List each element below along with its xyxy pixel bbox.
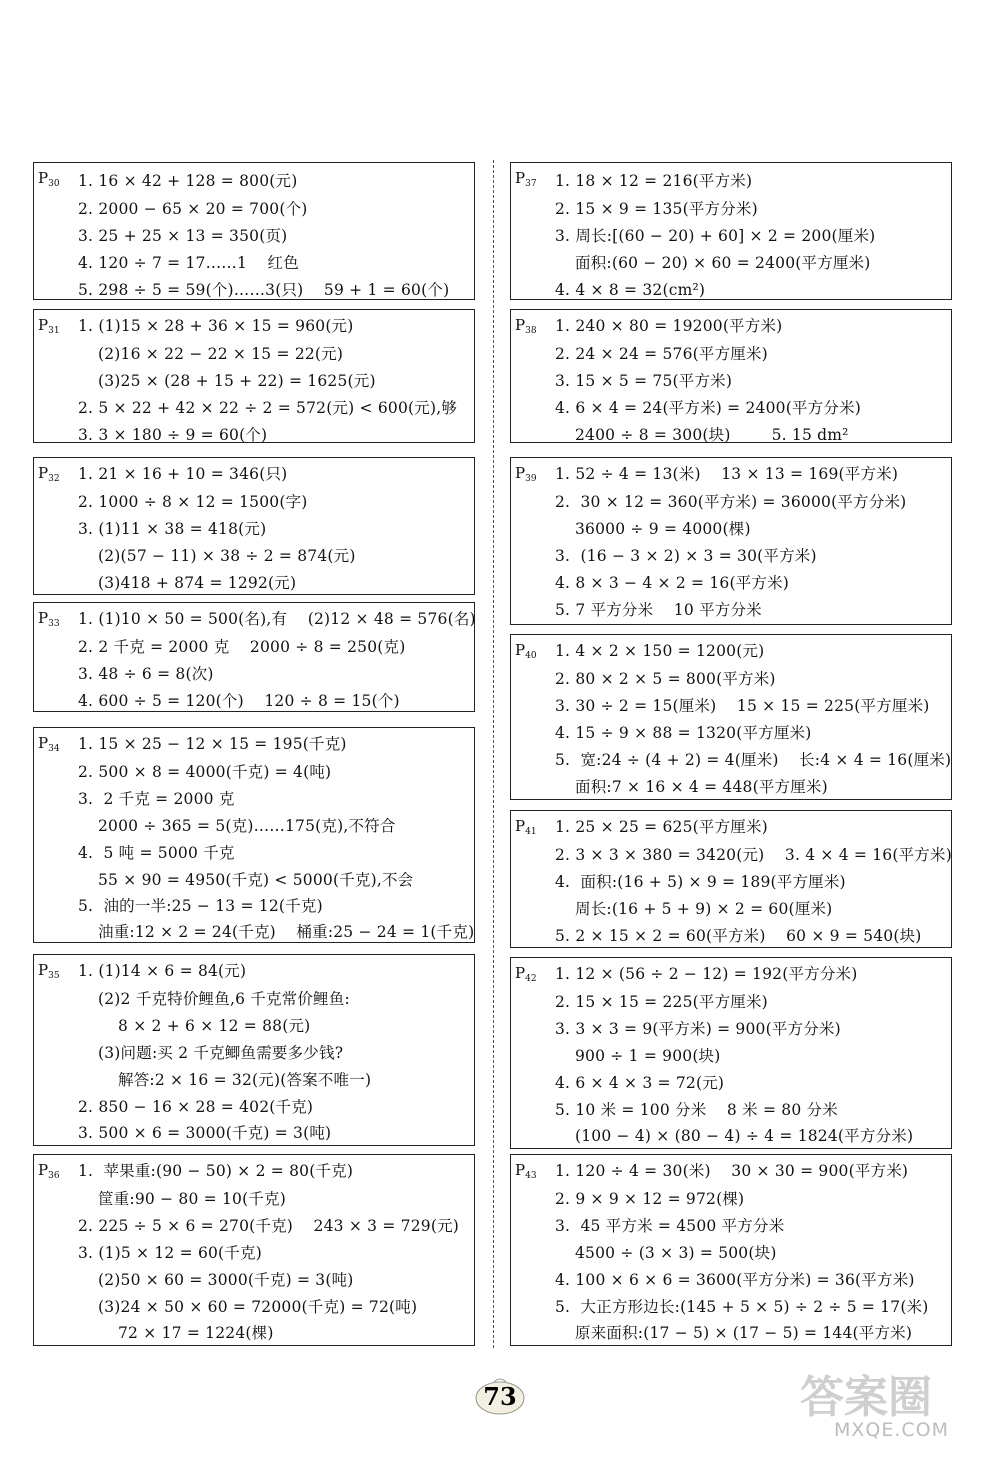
page-ref-label: [38, 316, 60, 336]
answer-line: 3. (1)11 × 38 = 418(元): [78, 520, 267, 538]
page-ref-number: 39: [525, 474, 537, 484]
page-ref-label: [515, 464, 537, 484]
answer-box-p36: [33, 1154, 475, 1346]
page-ref-label: [515, 817, 537, 837]
answer-line: 2. 24 × 24 = 576(平方厘米): [555, 345, 768, 363]
page-ref-letter: P: [38, 316, 49, 334]
watermark-site: MXQE.COM: [834, 1419, 950, 1441]
page-ref-label: [515, 316, 537, 336]
answer-line: 4. 600 ÷ 5 = 120(个) 120 ÷ 8 = 15(个): [78, 692, 400, 710]
answer-line: 2. 2000 − 65 × 20 = 700(个): [78, 200, 308, 218]
answer-line: 1. 16 × 42 + 128 = 800(元): [78, 172, 298, 190]
page-ref-label: [515, 964, 537, 984]
page-ref-letter: P: [38, 961, 49, 979]
page-ref-number: 38: [525, 326, 537, 336]
answer-line: 2. 9 × 9 × 12 = 972(棵): [555, 1190, 745, 1208]
answer-line: 油重:12 × 2 = 24(千克) 桶重:25 − 24 = 1(千克): [98, 923, 475, 941]
answer-line: 2. 15 × 9 = 135(平方分米): [555, 200, 758, 218]
answer-line: 5. 2 × 15 × 2 = 60(平方米) 60 × 9 = 540(块): [555, 927, 922, 945]
page-number-badge: [472, 1376, 528, 1416]
answer-line: (3)418 + 874 = 1292(元): [98, 574, 297, 592]
watermark: [790, 1361, 990, 1451]
answer-line: 3. 2 千克 = 2000 克: [78, 790, 235, 808]
answer-line: 3. (1)5 × 12 = 60(千克): [78, 1244, 262, 1262]
watermark-logo: 答案圈: [800, 1372, 932, 1423]
answer-line: 4. 8 × 3 − 4 × 2 = 16(平方米): [555, 574, 790, 592]
answer-line: 2400 ÷ 8 = 300(块) 5. 15 dm²: [575, 426, 849, 444]
answer-line: 4500 ÷ (3 × 3) = 500(块): [575, 1244, 777, 1262]
answer-line: 4. 15 ÷ 9 × 88 = 1320(平方厘米): [555, 724, 812, 742]
answer-line: 3. 500 × 6 = 3000(千克) = 3(吨): [78, 1124, 332, 1142]
answer-line: 900 ÷ 1 = 900(块): [575, 1047, 721, 1065]
page-ref-number: 36: [48, 1171, 60, 1181]
answer-line: 5. 7 平方分米 10 平方分米: [555, 601, 762, 619]
page-ref-label: [38, 464, 60, 484]
answer-line: (2)2 千克特价鲤鱼,6 千克常价鲤鱼:: [98, 990, 350, 1008]
answer-line: (3)问题:买 2 千克鲫鱼需要多少钱?: [98, 1044, 344, 1062]
page-ref-number: 34: [48, 744, 60, 754]
answer-line: 解答:2 × 16 = 32(元)(答案不唯一): [118, 1071, 372, 1089]
answer-line: 1. 52 ÷ 4 = 13(米) 13 × 13 = 169(平方米): [555, 465, 899, 483]
answer-line: (2)16 × 22 − 22 × 15 = 22(元): [98, 345, 344, 363]
page-ref-letter: P: [38, 734, 49, 752]
answer-line: 3. 45 平方米 = 4500 平方分米: [555, 1217, 785, 1235]
answer-line: 2. 15 × 15 = 225(平方厘米): [555, 993, 768, 1011]
page-ref-letter: P: [515, 641, 526, 659]
answer-box-p37: [510, 162, 952, 300]
answer-line: 1. 12 × (56 ÷ 2 − 12) = 192(平方分米): [555, 965, 858, 983]
answer-line: 1. 21 × 16 + 10 = 346(只): [78, 465, 288, 483]
answer-line: 72 × 17 = 1224(棵): [118, 1324, 274, 1342]
page-ref-label: [38, 609, 60, 629]
answer-line: 1. 240 × 80 = 19200(平方米): [555, 317, 783, 335]
answer-line: 5. 宽:24 ÷ (4 + 2) = 4(厘米) 长:4 × 4 = 16(厘米): [555, 751, 952, 769]
answer-box-p43: [510, 1154, 952, 1346]
page-ref-letter: P: [38, 169, 49, 187]
answer-line: 36000 ÷ 9 = 4000(棵): [575, 520, 751, 538]
answer-box-p34: [33, 727, 475, 943]
column-divider: [493, 160, 494, 1348]
page-ref-letter: P: [515, 817, 526, 835]
page-ref-number: 40: [525, 651, 537, 661]
answer-line: 3. 3 × 180 ÷ 9 = 60(个): [78, 426, 268, 444]
page-ref-label: [38, 169, 60, 189]
answer-line: 2. 850 − 16 × 28 = 402(千克): [78, 1098, 314, 1116]
answer-line: 3. 30 ÷ 2 = 15(厘米) 15 × 15 = 225(平方厘米): [555, 697, 930, 715]
answer-line: 3. 25 + 25 × 13 = 350(页): [78, 227, 288, 245]
answer-box-p39: [510, 457, 952, 625]
answer-line: 2. 30 × 12 = 360(平方米) = 36000(平方分米): [555, 493, 907, 511]
answer-line: 2. 500 × 8 = 4000(千克) = 4(吨): [78, 763, 332, 781]
page-ref-label: [38, 961, 60, 981]
answer-line: 1. 18 × 12 = 216(平方米): [555, 172, 753, 190]
answer-line: 1. (1)14 × 6 = 84(元): [78, 962, 247, 980]
answer-box-p38: [510, 309, 952, 443]
answer-line: (100 − 4) × (80 − 4) ÷ 4 = 1824(平方分米): [575, 1127, 914, 1145]
answer-line: 4. 4 × 8 = 32(cm²): [555, 281, 706, 299]
answer-line: 3. 15 × 5 = 75(平方米): [555, 372, 733, 390]
answer-line: 4. 6 × 4 × 3 = 72(元): [555, 1074, 725, 1092]
answer-line: 4. 120 ÷ 7 = 17……1 红色: [78, 254, 299, 272]
answer-box-p30: [33, 162, 475, 300]
answer-line: 4. 5 吨 = 5000 千克: [78, 844, 235, 862]
answer-line: 5. 大正方形边长:(145 + 5 × 5) ÷ 2 ÷ 5 = 17(米): [555, 1298, 929, 1316]
answer-line: 1. 25 × 25 = 625(平方厘米): [555, 818, 768, 836]
answer-line: 2. 3 × 3 × 380 = 3420(元) 3. 4 × 4 = 16(平方米): [555, 846, 952, 864]
page-ref-label: [38, 734, 60, 754]
page-ref-number: 41: [525, 827, 537, 837]
page-ref-letter: P: [38, 464, 49, 482]
answer-line: 2. 80 × 2 × 5 = 800(平方米): [555, 670, 776, 688]
answer-line: 2. 1000 ÷ 8 × 12 = 1500(字): [78, 493, 308, 511]
answer-line: 2. 5 × 22 + 42 × 22 ÷ 2 = 572(元) < 600(元),够: [78, 399, 458, 417]
answer-line: 4. 100 × 6 × 6 = 3600(平方分米) = 36(平方米): [555, 1271, 915, 1289]
page-number: 73: [483, 1382, 517, 1411]
answer-box-p35: [33, 954, 475, 1146]
page-ref-letter: P: [515, 964, 526, 982]
answer-line: 1. (1)10 × 50 = 500(名),有 (2)12 × 48 = 576(名): [78, 610, 476, 628]
answer-line: 筐重:90 − 80 = 10(千克): [98, 1190, 286, 1208]
page-ref-letter: P: [515, 316, 526, 334]
page-ref-letter: P: [515, 1161, 526, 1179]
answer-line: 4. 面积:(16 + 5) × 9 = 189(平方厘米): [555, 873, 846, 891]
page-ref-letter: P: [38, 1161, 49, 1179]
page-ref-number: 42: [525, 974, 537, 984]
answer-line: 2000 ÷ 365 = 5(克)……175(克),不符合: [98, 817, 396, 835]
answer-line: 3. (16 − 3 × 2) × 3 = 30(平方米): [555, 547, 817, 565]
answer-line: 1. 4 × 2 × 150 = 1200(元): [555, 642, 765, 660]
answer-box-p31: [33, 309, 475, 443]
page-ref-number: 32: [48, 474, 60, 484]
answer-line: 1. (1)15 × 28 + 36 × 15 = 960(元): [78, 317, 354, 335]
answer-line: (3)24 × 50 × 60 = 72000(千克) = 72(吨): [98, 1298, 418, 1316]
page-ref-label: [38, 1161, 60, 1181]
answer-line: 面积:7 × 16 × 4 = 448(平方厘米): [575, 778, 828, 796]
page-ref-letter: P: [38, 609, 49, 627]
answer-line: (3)25 × (28 + 15 + 22) = 1625(元): [98, 372, 376, 390]
answer-line: 1. 120 ÷ 4 = 30(米) 30 × 30 = 900(平方米): [555, 1162, 909, 1180]
answer-line: 4. 6 × 4 = 24(平方米) = 2400(平方分米): [555, 399, 862, 417]
answer-box-p40: [510, 634, 952, 800]
page-ref-label: [515, 641, 537, 661]
answer-line: 周长:(16 + 5 + 9) × 2 = 60(厘米): [575, 900, 833, 918]
answer-box-p32: [33, 457, 475, 595]
answer-line: 3. 48 ÷ 6 = 8(次): [78, 665, 214, 683]
answer-line: 5. 298 ÷ 5 = 59(个)……3(只) 59 + 1 = 60(个): [78, 281, 450, 299]
answer-line: 3. 3 × 3 = 9(平方米) = 900(平方分米): [555, 1020, 841, 1038]
answer-line: 8 × 2 + 6 × 12 = 88(元): [118, 1017, 311, 1035]
answer-line: 1. 15 × 25 − 12 × 15 = 195(千克): [78, 735, 347, 753]
answer-line: (2)50 × 60 = 3000(千克) = 3(吨): [98, 1271, 354, 1289]
page-ref-letter: P: [515, 169, 526, 187]
page-ref-letter: P: [515, 464, 526, 482]
page-ref-number: 30: [48, 179, 60, 189]
answer-line: 3. 周长:[(60 − 20) + 60] × 2 = 200(厘米): [555, 227, 876, 245]
answer-line: 2. 225 ÷ 5 × 6 = 270(千克) 243 × 3 = 729(元): [78, 1217, 460, 1235]
answer-line: (2)(57 − 11) × 38 ÷ 2 = 874(元): [98, 547, 356, 565]
page-ref-number: 35: [48, 971, 60, 981]
answer-line: 5. 油的一半:25 − 13 = 12(千克): [78, 897, 323, 915]
page-ref-number: 31: [48, 326, 60, 336]
answer-line: 5. 10 米 = 100 分米 8 米 = 80 分米: [555, 1101, 838, 1119]
page-ref-label: [515, 169, 537, 189]
page-ref-number: 33: [48, 619, 60, 629]
answer-line: 原来面积:(17 − 5) × (17 − 5) = 144(平方米): [575, 1324, 913, 1342]
page-ref-number: 37: [525, 179, 537, 189]
answer-line: 面积:(60 − 20) × 60 = 2400(平方厘米): [575, 254, 871, 272]
page-ref-number: 43: [525, 1171, 537, 1181]
answer-box-p33: [33, 602, 475, 712]
answer-line: 2. 2 千克 = 2000 克 2000 ÷ 8 = 250(克): [78, 638, 406, 656]
page-ref-label: [515, 1161, 537, 1181]
answer-line: 1. 苹果重:(90 − 50) × 2 = 80(千克): [78, 1162, 354, 1180]
answer-box-p41: [510, 810, 952, 948]
answer-line: 55 × 90 = 4950(千克) < 5000(千克),不会: [98, 871, 414, 889]
answer-box-p42: [510, 957, 952, 1149]
